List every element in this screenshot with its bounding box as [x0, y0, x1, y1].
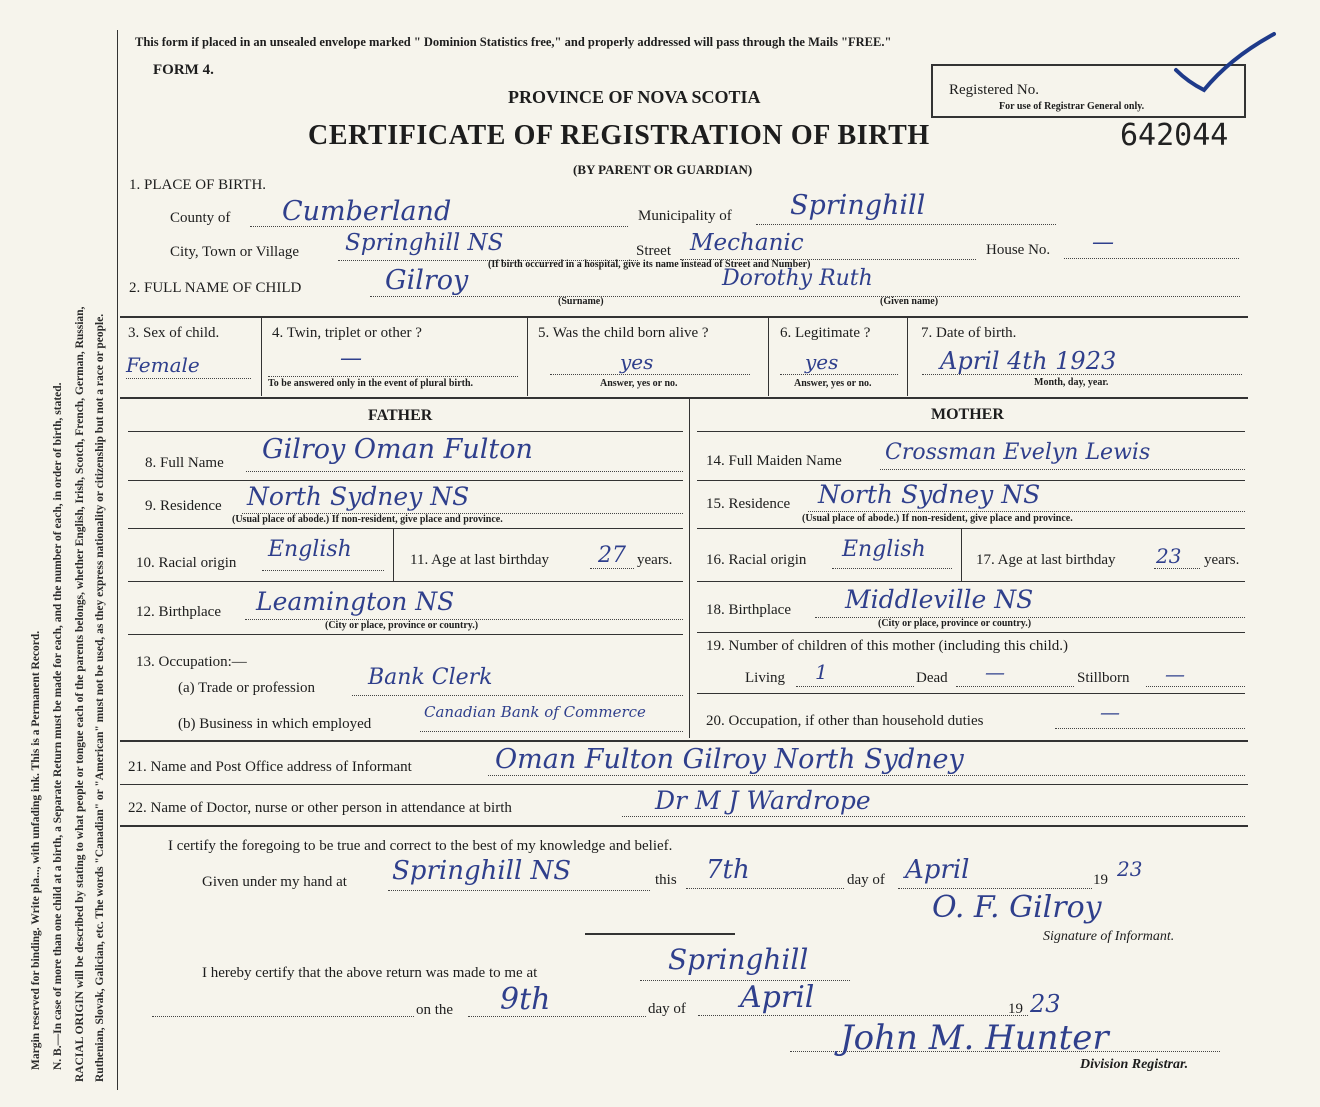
margin-note-racial-origin-2: Ruthenian, Slovak, Galician, etc. The words "Canadian" or "American" must not be used, as they express nationality or citizenship but not a race or people. [94, 313, 106, 1082]
date-of-birth-note: Month, day, year. [1034, 377, 1109, 388]
certify-place: Springhill NS [392, 856, 572, 886]
certify-statement: I certify the foregoing to be true and correct to the best of my knowledge and belief. [168, 838, 673, 854]
town-value: Springhill NS [345, 230, 504, 256]
father-years-label: years. [637, 552, 673, 568]
mother-racial-origin-label: 16. Racial origin [706, 552, 807, 568]
date-of-birth-value: April 4th 1923 [940, 347, 1117, 375]
registrar-place: Springhill [668, 943, 809, 976]
given-under-hand-label: Given under my hand at [202, 874, 347, 890]
registrar-day-of-label: day of [648, 1001, 686, 1017]
registrar-day: 9th [500, 982, 551, 1017]
mother-age-value: 23 [1156, 544, 1182, 568]
dead-label: Dead [916, 670, 948, 686]
registrar-month: April [740, 980, 815, 1015]
county-label: County of [170, 210, 231, 226]
municipality-value: Springhill [790, 190, 926, 221]
father-birthplace-label: 12. Birthplace [136, 604, 221, 620]
stillborn-value: — [1165, 662, 1185, 686]
twin-note: To be answered only in the event of plural birth. [268, 378, 474, 389]
town-label: City, Town or Village [170, 244, 300, 260]
mother-birthplace-value: Middleville NS [845, 585, 1034, 614]
free-postage-note: This form if placed in an unsealed envelope marked " Dominion Statistics free," and properly addressed will pass through the Mails "FREE." [135, 35, 892, 49]
registered-no-label: Registered No. [949, 82, 1039, 98]
mother-birthplace-label: 18. Birthplace [706, 602, 791, 618]
father-name-label: 8. Full Name [145, 455, 224, 471]
father-racial-origin-value: English [268, 537, 352, 562]
margin-note-binding: Margin reserved for binding. Write pla..., with unfading ink. This is a Permanent Record. [30, 630, 42, 1070]
father-heading: FATHER [368, 407, 433, 424]
check-mark-icon [1170, 30, 1280, 100]
hospital-note: (If birth occurred in a hospital, give its name instead of Street and Number) [488, 259, 811, 270]
living-value: 1 [815, 660, 828, 684]
trade-label: (a) Trade or profession [178, 680, 316, 696]
given-name-note: (Given name) [880, 296, 939, 307]
father-name-value: Gilroy Oman Fulton [262, 434, 533, 465]
mother-name-label: 14. Full Maiden Name [706, 453, 842, 469]
child-given-name: Dorothy Ruth [722, 266, 873, 291]
certify-year: 23 [1117, 857, 1143, 881]
this-label: this [655, 872, 677, 888]
legitimate-note: Answer, yes or no. [794, 378, 872, 389]
father-age-value: 27 [598, 543, 626, 568]
certify-year-prefix: 19 [1093, 872, 1108, 888]
mother-occupation-value: — [1100, 700, 1120, 724]
trade-value: Bank Clerk [368, 665, 493, 690]
on-the-label: on the [416, 1002, 454, 1018]
mother-residence-note: (Usual place of abode.) If non-resident, give place and province. [802, 513, 1073, 524]
street-value: Mechanic [690, 230, 804, 256]
binding-margin-line [117, 30, 118, 1090]
divider [120, 316, 1248, 318]
signature-caption: Signature of Informant. [1043, 929, 1175, 944]
mother-years-label: years. [1204, 552, 1240, 568]
page-title: CERTIFICATE OF REGISTRATION OF BIRTH [308, 120, 930, 151]
street-label: Street [636, 243, 671, 259]
municipality-label: Municipality of [638, 208, 732, 224]
mother-occupation-label: 20. Occupation, if other than household duties [706, 713, 984, 729]
born-alive-value: yes [620, 350, 654, 374]
date-of-birth-label: 7. Date of birth. [921, 325, 1017, 341]
child-surname: Gilroy [385, 265, 469, 296]
legitimate-label: 6. Legitimate ? [780, 325, 871, 341]
twin-value: — [340, 346, 362, 371]
father-occupation-label: 13. Occupation:— [136, 654, 247, 670]
house-no-label: House No. [986, 242, 1051, 258]
father-residence-label: 9. Residence [145, 498, 222, 514]
business-value: Canadian Bank of Commerce [424, 703, 646, 721]
mother-residence-label: 15. Residence [706, 496, 791, 512]
registrar-signature: John M. Hunter [840, 1018, 1109, 1058]
doctor-label: 22. Name of Doctor, nurse or other person in attendance at birth [128, 800, 512, 816]
father-racial-origin-label: 10. Racial origin [136, 555, 237, 571]
house-no-value: — [1092, 230, 1114, 255]
twin-label: 4. Twin, triplet or other ? [272, 325, 422, 341]
doctor-value: Dr M J Wardrope [655, 786, 871, 815]
living-label: Living [745, 670, 785, 686]
margin-note-multiple-births: N. B.—In case of more than one child at a birth, a Separate Return must be made for each, and the number of each, in order of birth, stated. [52, 382, 64, 1070]
legitimate-value: yes [805, 350, 839, 374]
father-age-label: 11. Age at last birthday [410, 552, 549, 568]
father-birthplace-note: (City or place, province or country.) [325, 620, 479, 631]
surname-note: (Surname) [558, 296, 604, 307]
province-heading: PROVINCE OF NOVA SCOTIA [508, 87, 761, 107]
mother-name-value: Crossman Evelyn Lewis [885, 440, 1151, 465]
informant-label: 21. Name and Post Office address of Informant [128, 759, 412, 775]
sex-value: Female [126, 353, 200, 377]
mother-residence-value: North Sydney NS [818, 480, 1041, 509]
form-number: FORM 4. [153, 62, 214, 78]
registrar-use-note: For use of Registrar General only. [999, 101, 1145, 112]
children-count-label: 19. Number of children of this mother (including this child.) [706, 638, 1069, 654]
registrar-year-prefix: 19 [1008, 1001, 1023, 1017]
sex-label: 3. Sex of child. [128, 325, 220, 341]
registrar-caption: Division Registrar. [1080, 1057, 1189, 1072]
born-alive-label: 5. Was the child born alive ? [538, 325, 709, 341]
margin-note-racial-origin-1: RACIAL ORIGIN will be described by stating to what people or tongue each of the parents belongs, whether English, Irish, Scotch, French, German, Russian, [74, 306, 86, 1082]
mother-heading: MOTHER [931, 406, 1004, 423]
divider [120, 397, 1248, 399]
business-label: (b) Business in which employed [178, 716, 372, 732]
registration-number: 642044 [1120, 118, 1229, 153]
page-subtitle: (BY PARENT OR GUARDIAN) [573, 162, 753, 177]
mother-birthplace-note: (City or place, province or country.) [878, 618, 1032, 629]
father-residence-value: North Sydney NS [247, 482, 470, 511]
county-value: Cumberland [282, 196, 452, 227]
father-residence-note: (Usual place of abode.) If non-resident, give place and province. [232, 514, 503, 525]
day-of-label: day of [847, 872, 885, 888]
dead-value: — [985, 660, 1005, 684]
mother-racial-origin-value: English [842, 537, 926, 562]
registrar-year: 23 [1030, 990, 1061, 1018]
place-of-birth-heading: 1. PLACE OF BIRTH. [129, 177, 267, 193]
informant-signature: O. F. Gilroy [932, 890, 1102, 925]
mother-age-label: 17. Age at last birthday [976, 552, 1116, 568]
born-alive-note: Answer, yes or no. [600, 378, 678, 389]
informant-value: Oman Fulton Gilroy North Sydney [495, 744, 964, 775]
child-name-label: 2. FULL NAME OF CHILD [129, 280, 302, 296]
column-divider [689, 398, 690, 738]
father-birthplace-value: Leamington NS [256, 587, 455, 616]
certify-day: 7th [706, 855, 750, 885]
registrar-statement: I hereby certify that the above return was made to me at [202, 965, 538, 981]
stillborn-label: Stillborn [1077, 670, 1130, 686]
certify-month: April [905, 855, 970, 885]
